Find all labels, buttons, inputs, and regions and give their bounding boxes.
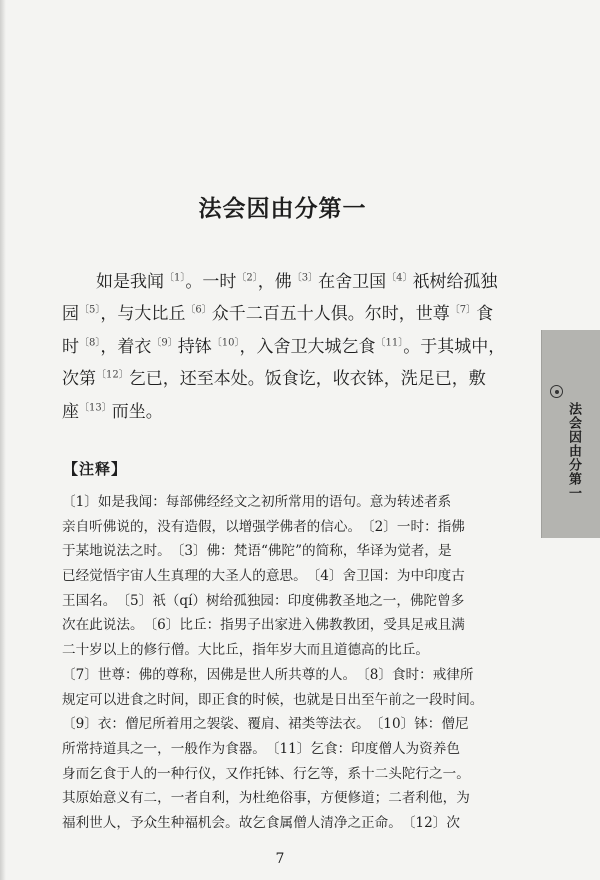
scripture-text: 座 xyxy=(62,401,79,422)
side-tab-label: 法会因由分第一 xyxy=(566,402,581,500)
note-line: 〔9〕衣：僧尼所着用之袈裟、覆肩、裙类等法衣。 〔10〕钵：僧尼 xyxy=(62,716,469,733)
note-reference: 〔6〕 xyxy=(185,304,212,316)
chapter-title: 法会因由分第一 xyxy=(198,195,367,222)
page-number: 7 xyxy=(275,851,285,867)
note-reference: 〔13〕 xyxy=(79,401,112,413)
note-reference: 〔2〕 xyxy=(236,272,258,284)
note-reference: 〔5〕 xyxy=(79,304,101,316)
note-line: 所常持道具之一，一般作为食器。 〔11〕乞食：印度僧人为资养色 xyxy=(62,740,460,757)
notes-heading: 【注释】 xyxy=(63,460,128,478)
note-reference: 〔4〕 xyxy=(386,272,413,284)
scripture-line xyxy=(62,331,506,363)
scripture-text: 而坐。 xyxy=(111,401,163,422)
note-reference: 〔8〕 xyxy=(79,337,101,349)
note-reference: 〔7〕 xyxy=(449,304,477,316)
chapter-side-tab[interactable] xyxy=(541,330,600,538)
scripture-text: 在舍卫国 xyxy=(318,272,387,292)
scripture-text: 。于其城中， xyxy=(403,336,506,357)
note-line: 身而乞食于人的一种行仪，又作托钵、行乞等，系十二头陀行之一。 xyxy=(62,765,470,782)
scripture-paragraph xyxy=(62,266,506,428)
scripture-line xyxy=(62,266,498,298)
note-reference: 〔1〕 xyxy=(164,272,186,284)
note-line: 已经觉悟宇宙人生真理的大圣人的意思。 〔4〕舍卫国：为中印度古 xyxy=(62,568,465,585)
note-reference: 〔9〕 xyxy=(151,337,178,349)
page-edge-shadow xyxy=(0,0,6,880)
note-line: 福利世人，予众生种福机会。故乞食属僧人清净之正命。 〔12〕次 xyxy=(62,814,460,831)
note-reference: 〔10〕 xyxy=(211,337,240,349)
scripture-line xyxy=(62,396,498,428)
note-line: 王国名。 〔5〕祇（qí）树给孤独园：印度佛教圣地之一，佛陀曾多 xyxy=(62,592,465,609)
note-line: 其原始意义有二，一者自利，为杜绝俗事，方便修道；二者利他，为 xyxy=(62,790,470,807)
scripture-text: 祇树给孤独 xyxy=(412,272,498,292)
scripture-text: 乞已，还至本处。饭食讫，收衣钵，洗足已，敷 xyxy=(128,369,486,390)
scripture-text: ，着衣 xyxy=(100,336,152,357)
scripture-text: 园 xyxy=(62,304,79,325)
note-line: 〔1〕如是我闻：每部佛经经文之初所常用的语句。意为转述者系 xyxy=(62,494,452,510)
note-line: 于某地说法之时。 〔3〕佛：梵语“佛陀”的简称，华译为觉者，是 xyxy=(62,543,452,560)
note-line: 〔7〕世尊：佛的尊称，因佛是世人所共尊的人。 〔8〕食时：戒律所 xyxy=(62,666,474,683)
note-reference: 〔12〕 xyxy=(96,369,129,381)
scripture-text: 食 xyxy=(476,304,494,325)
notes-body xyxy=(62,490,500,836)
scripture-text: ，与大比丘 xyxy=(100,304,186,325)
scripture-text: 如是我闻 xyxy=(96,272,164,292)
circle-dot-icon xyxy=(550,385,563,398)
scripture-text: 次第 xyxy=(62,369,96,390)
scripture-text: 。一时 xyxy=(185,272,237,292)
scripture-line xyxy=(62,363,498,395)
scripture-text: 众千二百五十人俱。尔时，世尊 xyxy=(211,304,450,325)
scripture-text: ，佛 xyxy=(257,272,292,292)
note-reference: 〔3〕 xyxy=(291,272,319,284)
note-line: 规定可以进食之时间，即正食的时候，也就是日出至午前之一段时间。 xyxy=(62,691,484,708)
note-line: 二十岁以上的修行僧。大比丘，指年岁大而且道德高的比丘。 xyxy=(62,642,430,659)
note-line: 亲自听佛说的，没有造假，以增强学佛者的信心。 〔2〕一时：指佛 xyxy=(62,518,465,535)
scripture-text: 持钵 xyxy=(177,336,212,357)
scripture-line xyxy=(62,298,498,330)
scripture-text: ，入舍卫大城乞食 xyxy=(239,336,376,357)
note-reference: 〔11〕 xyxy=(375,337,404,349)
note-line: 次在此说法。 〔6〕比丘：指男子出家进入佛教教团，受具足戒且满 xyxy=(62,617,465,634)
scripture-text: 时 xyxy=(62,336,79,357)
